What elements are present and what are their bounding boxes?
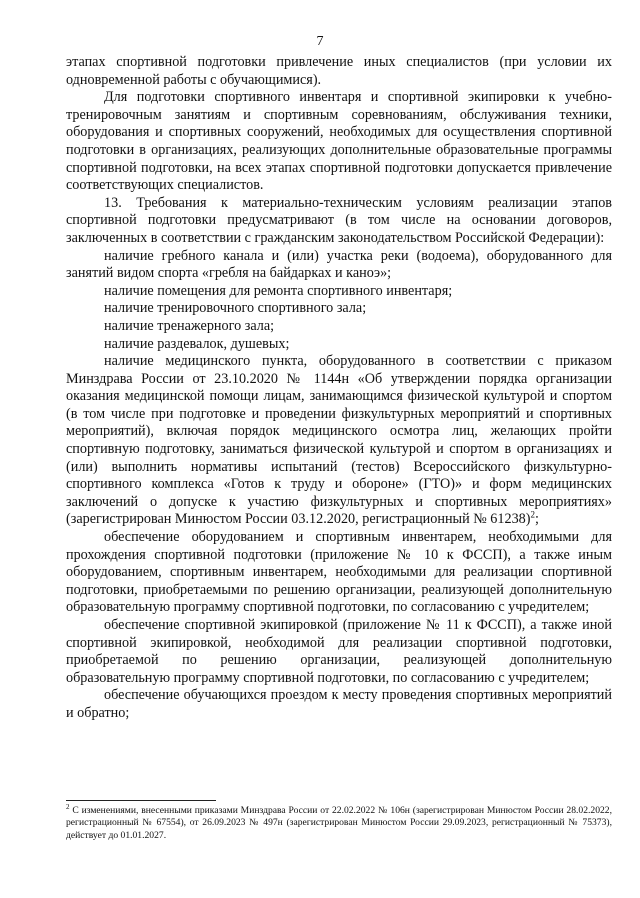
footnote-text: С изменениями, внесенными приказами Минздрава России от 22.02.2022 № 106н (зарегистрирован Минюстом России 28.02.2022, регистрационный № 67554), от 26.09.2023 № 497н (зарегистрирован Минюстом России 29.09.2023, регистрационный № 75373), действует до 01.01.2027.: [66, 805, 612, 841]
paragraph-3-requirements: 13. Требования к материально-техническим условиям реализации этапов спортивной подготовки предусматривают (в том числе на основании договоров, заключенных в соответствии с гражданским законодательством Российской Федерации):: [66, 194, 612, 246]
footnote-marker: 2: [66, 802, 70, 811]
list-item-locker-rooms: наличие раздевалок, душевых;: [104, 335, 290, 352]
page-number: 7: [316, 34, 324, 49]
list-item-equipment: обеспечение оборудованием и спортивным инвентарем, необходимыми для прохождения спортивной подготовки (приложение № 10 к ФССП), а также иным оборудованием, спортивным инвентарем, необходимыми для реализации спортивной подготовки, приобретаемыми по решению организации, реализующей дополнительную образовательную программу спортивной подготовки, по согласованию с учредителем;: [66, 529, 612, 616]
paragraph-2: Для подготовки спортивного инвентаря и спортивной экипировки к учебно-тренировочным занятиям и спортивным соревнованиям, обслуживания техники, оборудования и спортивных сооружений, необходимых для осуществления спортивной подготовки в организациях, реализующих дополнительные образовательные программы спортивной подготовки, на всех этапах спортивной подготовки допускается привлечение соответствующих специалистов.: [66, 89, 612, 194]
footnote-reference[interactable]: 2: [530, 509, 536, 520]
list-item-rowing-canal: наличие гребного канала и (или) участка реки (водоема), оборудованного для занятий видом спорта «гребля на байдарках и каноэ»;: [66, 247, 612, 282]
list-item-travel: обеспечение обучающихся проездом к месту проведения спортивных мероприятий и обратно;: [66, 687, 612, 721]
paragraph-1: этапах спортивной подготовки привлечение иных специалистов (при условии их одновременной работы с обучающимися).: [66, 54, 612, 88]
list-item-training-hall: наличие тренировочного спортивного зала;: [104, 300, 367, 317]
list-item-gym: наличие тренажерного зала;: [104, 317, 275, 334]
document-body: [66, 54, 612, 723]
list-item-repair-room: наличие помещения для ремонта спортивного инвентаря;: [104, 282, 453, 299]
footnote-divider: [66, 800, 216, 801]
list-item-medical-post: наличие медицинского пункта, оборудованного в соответствии с приказом Минздрава России от 23.10.2020 № 1144н «Об утверждении порядка организации оказания медицинской помощи лицам, занимающимся физической культурой и спортом (в том числе при подготовке и проведении физкультурных мероприятий и спортивных мероприятий), включая порядок медицинского осмотра лиц, желающих пройти спортивную подготовку, заниматься физической культурой и спортом в организациях и (или) выполнить нормативы испытаний (тестов) Всероссийского физкультурно-спортивного комплекса «Готов к труду и обороне» (ГТО)» и форм медицинских заключений о допуске к участию физкультурных и спортивных мероприятиях» (зарегистрирован Минюстом России 03.12.2020, регистрационный № 61238)$^2$;: [66, 353, 612, 528]
list-item-sports-gear: обеспечение спортивной экипировкой (приложение № 11 к ФССП), а также иной спортивной экипировкой, необходимой для реализации спортивной подготовки, приобретаемой по решению организации, реализующей дополнительную образовательную программу спортивной подготовки, по согласованию с учредителем;: [66, 617, 612, 686]
footnote: [66, 802, 612, 842]
